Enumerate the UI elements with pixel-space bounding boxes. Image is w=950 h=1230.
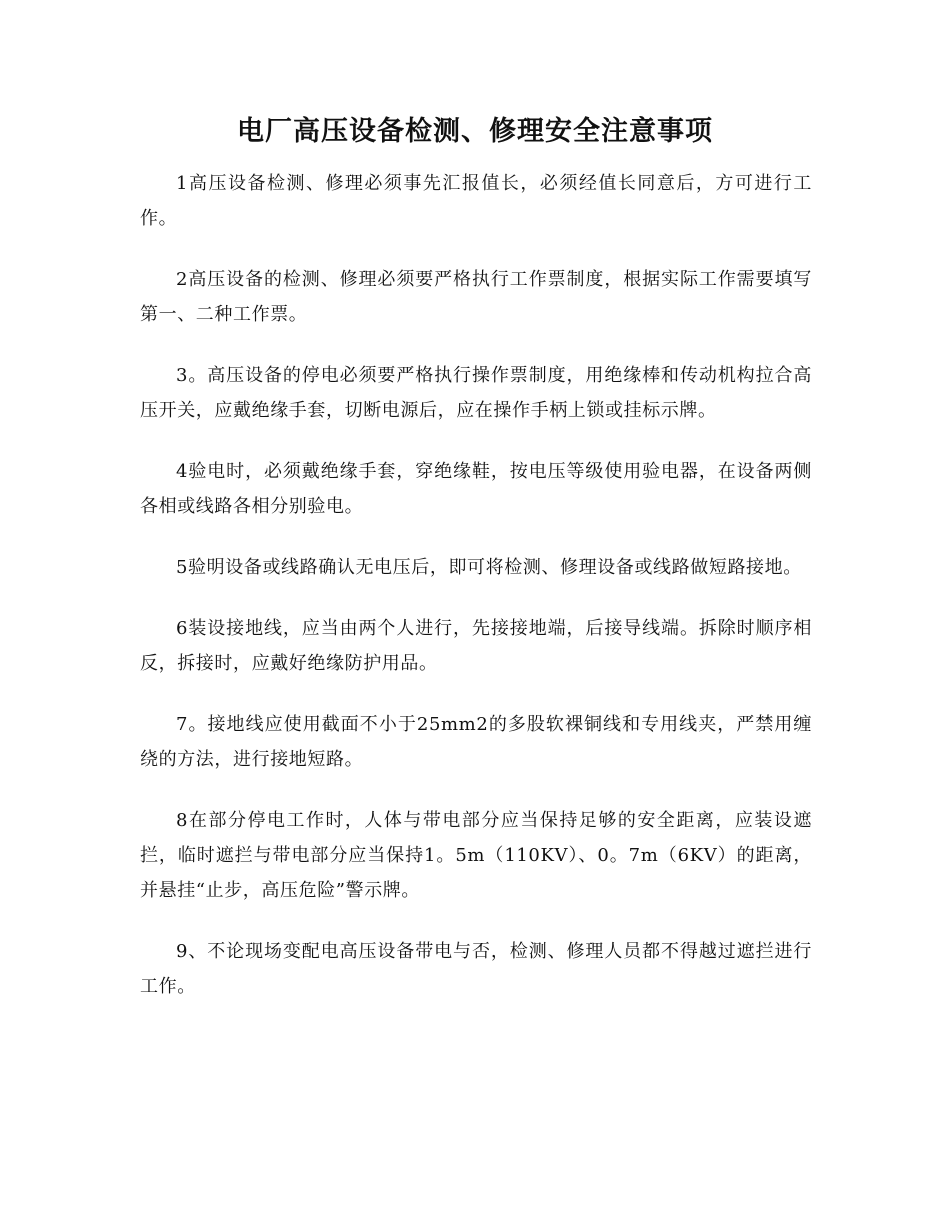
- paragraph-7: 7。接地线应使用截面不小于25mm2的多股软裸铜线和专用线夹，严禁用缠绕的方法，进行接地短路。: [140, 714, 812, 770]
- paragraph-8-part-2: 1。5m（110KV）、0。7m（6KV）的距离，并悬挂“止步，高压危险”警示牌。: [140, 845, 812, 901]
- paragraph-6: 6装设接地线，应当由两个人进行，先接接地端，后接导线端。拆除时顺序相反，拆接时，应戴好绝缘防护用品。: [140, 618, 812, 674]
- paragraph-2: 2高压设备的检测、修理必须要严格执行工作票制度，根据实际工作需要填写第一、二种工作票。: [140, 269, 812, 325]
- paragraph-8: [140, 803, 812, 908]
- paragraph-9: 9、不论现场变配电高压设备带电与否，检测、修理人员都不得越过遮拦进行工作。: [140, 941, 812, 997]
- paragraph-3: 3。高压设备的停电必须要严格执行操作票制度，用绝缘棒和传动机构拉合高压开关，应戴绝缘手套，切断电源后，应在操作手柄上锁或挂标示牌。: [140, 365, 812, 421]
- document-body: [140, 166, 812, 1030]
- document-title: 电厂高压设备检测、修理安全注意事项: [237, 116, 713, 147]
- paragraph-1: 1高压设备检测、修理必须事先汇报值长，必须经值长同意后，方可进行工作。: [140, 173, 812, 229]
- paragraph-8-part-1: 8在部分停电工作时，人体与带电部分应当保持足够的安全距离，应装设遮拦，临时遮拦与带电部分应当保持: [140, 810, 812, 866]
- paragraph-5: 5验明设备或线路确认无电压后，即可将检测、修理设备或线路做短路接地。: [176, 557, 802, 578]
- paragraph-4: 4验电时，必须戴绝缘手套，穿绝缘鞋，按电压等级使用验电器，在设备两侧各相或线路各相分别验电。: [140, 461, 812, 517]
